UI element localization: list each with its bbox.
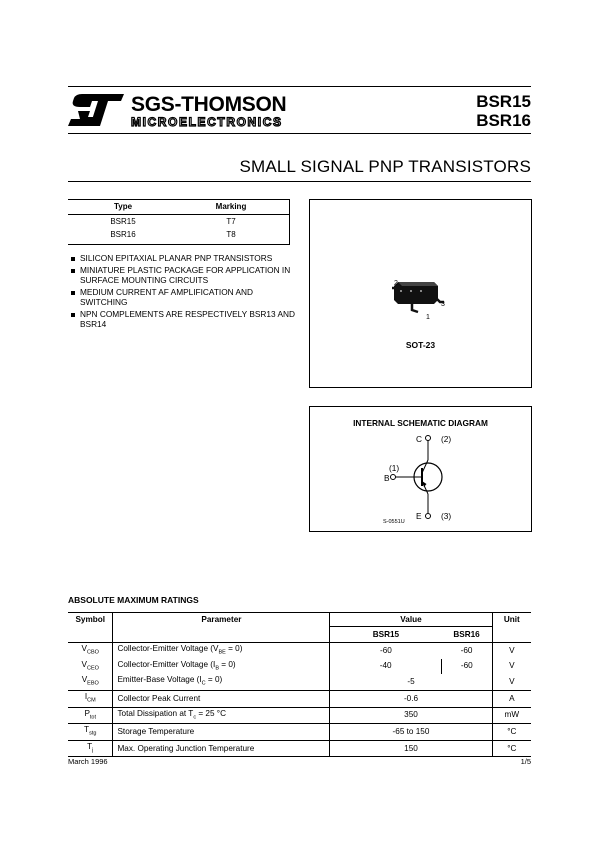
type-header: Type	[113, 202, 133, 211]
brand-subtitle: MICROELECTRONICS	[131, 115, 283, 129]
bsr15-value: -60	[379, 645, 392, 655]
sot23-package-icon	[390, 276, 450, 320]
value-cell: -0.6	[330, 690, 492, 707]
parameter-cell: Collector Peak Current	[113, 690, 330, 707]
bsr16-header: BSR16	[441, 627, 492, 643]
emitter-pin: (3)	[441, 511, 452, 521]
marking-table	[68, 199, 290, 245]
parameter-cell: Collector-Emitter Voltage $(I_B = 0)$	[113, 659, 330, 675]
part-number-bsr16: BSR16	[476, 111, 531, 130]
feature-list	[71, 253, 296, 331]
top-rule	[68, 86, 531, 87]
symbol-cell: $V_{EBO}$	[68, 674, 113, 690]
table-row	[68, 217, 289, 229]
symbol-cell: $V_{CEO}$	[68, 659, 113, 675]
symbol-cell: $V_{CBO}$	[68, 643, 113, 659]
pin-3-label: 3	[441, 301, 445, 308]
marking-cell: T7	[226, 217, 236, 226]
type-cell: BSR15	[110, 217, 136, 226]
document-title: SMALL SIGNAL PNP TRANSISTORS	[239, 157, 531, 176]
bsr16-value: -60	[441, 659, 492, 675]
parameter-cell: Total Dissipation at $T_c = 25$ °C	[113, 707, 330, 724]
table-row	[68, 230, 289, 242]
value-cell: 150	[330, 740, 492, 757]
transistor-symbol-icon	[380, 430, 460, 524]
schematic-title: INTERNAL SCHEMATIC DIAGRAM	[353, 418, 488, 428]
value-cell: 350	[330, 707, 492, 724]
type-cell: BSR16	[110, 230, 136, 239]
table-row	[68, 643, 531, 659]
parameter-cell: Storage Temperature	[113, 724, 330, 741]
parameter-cell: Emitter-Base Voltage $(I_C = 0)$	[113, 674, 330, 690]
base-pin: (1)	[389, 463, 400, 473]
ratings-header-row	[68, 613, 531, 627]
list-item: MINIATURE PLASTIC PACKAGE FOR APPLICATION IN SURFACE MOUNTING CIRCUITS	[71, 265, 296, 286]
list-item: SILICON EPITAXIAL PLANAR PNP TRANSISTORS	[71, 253, 296, 264]
symbol-cell: $P_{tot}$	[68, 707, 113, 724]
st-logo-icon	[68, 94, 124, 126]
page-number: 1/5	[520, 757, 531, 766]
parameter-cell: Max. Operating Junction Temperature	[113, 740, 330, 757]
ratings-table	[68, 612, 531, 757]
symbol-cell: $I_{CM}$	[68, 690, 113, 707]
table-row	[68, 740, 531, 757]
list-item: MEDIUM CURRENT AF AMPLIFICATION AND SWITCHING	[71, 287, 296, 308]
table-row	[68, 690, 531, 707]
parameter-header: Parameter	[113, 613, 330, 643]
base-label: B	[384, 473, 390, 483]
symbol-header: Symbol	[68, 613, 113, 643]
table-row	[68, 659, 531, 675]
symbol-cell: $T_j$	[68, 740, 113, 757]
table-row	[68, 674, 531, 690]
title-rule	[68, 181, 531, 182]
pin-2-label: 2	[394, 280, 398, 287]
value-header: Value	[330, 613, 492, 627]
emitter-label: E	[416, 511, 422, 521]
bsr16-value: -60	[441, 643, 492, 659]
table-row	[68, 707, 531, 724]
parameter-cell: Collector-Emitter Voltage $(V_{BE} = 0)$	[113, 643, 330, 659]
package-label: SOT-23	[405, 340, 436, 350]
unit-cell: °C	[492, 724, 531, 741]
unit-cell: V	[509, 645, 515, 655]
unit-cell: V	[509, 661, 515, 671]
part-number-bsr15: BSR15	[476, 92, 531, 111]
table-row	[68, 724, 531, 741]
collector-pin: (2)	[441, 434, 452, 444]
unit-cell: V	[509, 677, 515, 687]
schematic-ref-code: S-0551U	[383, 519, 405, 525]
header-rule	[68, 133, 531, 134]
symbol-cell: $T_{stg}$	[68, 724, 113, 741]
bsr15-header: BSR15	[330, 627, 442, 643]
marking-cell: T8	[226, 230, 236, 239]
bsr15-value: -40	[330, 659, 442, 675]
pin-1-label: 1	[426, 314, 430, 321]
ratings-title: ABSOLUTE MAXIMUM RATINGS	[68, 595, 199, 605]
list-item: NPN COMPLEMENTS ARE RESPECTIVELY BSR13 AND BSR14	[71, 309, 296, 330]
marking-table-header	[68, 202, 289, 214]
unit-cell: A	[492, 690, 531, 707]
footer-date: March 1996	[68, 757, 108, 766]
value-cell: -5	[330, 674, 492, 690]
unit-cell: mW	[492, 707, 531, 724]
unit-header: Unit	[492, 613, 531, 643]
value-cell: -65 to 150	[330, 724, 492, 741]
brand-name: SGS-THOMSON	[131, 93, 287, 116]
marking-header: Marking	[215, 202, 247, 211]
unit-cell: °C	[492, 740, 531, 757]
collector-label: C	[416, 434, 422, 444]
